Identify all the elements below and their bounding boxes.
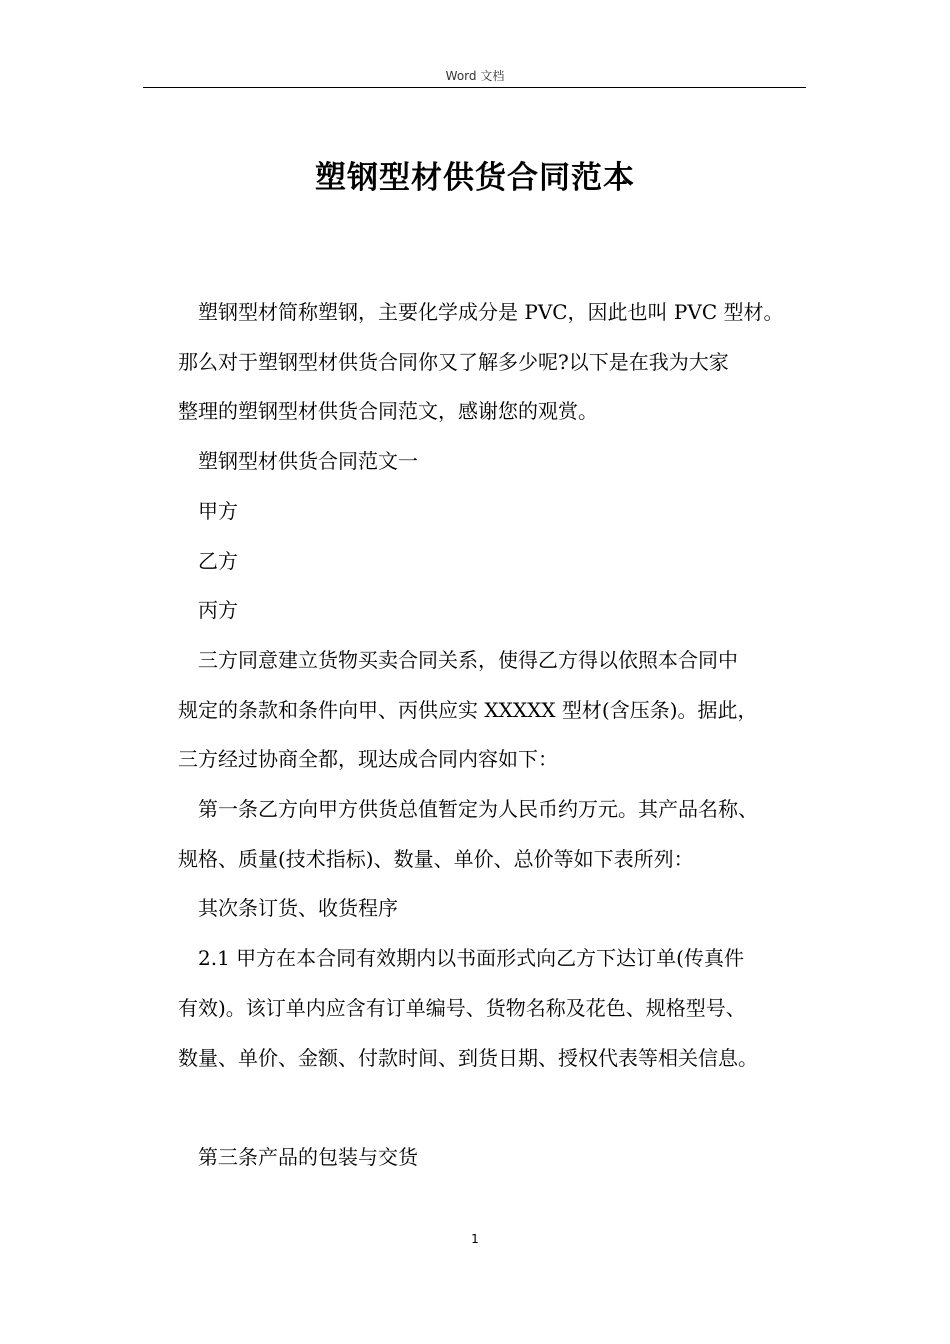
paragraph-article-1: 第一条乙方向甲方供货总值暂定为人民币约万元。其产品名称、 规格、质量(技术指标)、数量、单价、总价等如下表所列： bbox=[178, 797, 758, 871]
paragraph-article-2-1: 2.1 甲方在本合同有效期内以书面形式向乙方下达订单(传真件 有效)。该订单内应含有订单编号、货物名称及花色、规格型号、 数量、单价、金额、付款时间、到货日期、授权代表等相关信息。 bbox=[178, 946, 758, 1070]
paragraph-party-b: 乙方 bbox=[198, 548, 238, 573]
document-title: 塑钢型材供货合同范本 bbox=[315, 160, 635, 196]
header-divider bbox=[143, 87, 806, 88]
paragraph-party-c: 丙方 bbox=[198, 598, 238, 623]
paragraph-article-2-heading: 其次条订货、收货程序 bbox=[198, 896, 398, 921]
paragraph-intro: 塑钢型材简称塑钢，主要化学成分是 PVC，因此也叫 PVC 型材。 那么对于塑钢型材供货合同你又了解多少呢?以下是在我为大家 整理的塑钢型材供货合同范文，感谢您的观赏。 bbox=[178, 300, 784, 424]
page-header: Word 文档 bbox=[445, 69, 505, 83]
document-body bbox=[178, 288, 818, 1183]
paragraph-article-3-heading: 第三条产品的包装与交货 bbox=[198, 1144, 418, 1169]
paragraph-party-a: 甲方 bbox=[198, 498, 238, 523]
page-number: 1 bbox=[471, 1232, 479, 1246]
paragraph-subtitle: 塑钢型材供货合同范文一 bbox=[198, 449, 418, 474]
paragraph-agreement: 三方同意建立货物买卖合同关系，使得乙方得以依照本合同中 规定的条款和条件向甲、丙供应实 XXXXX 型材(含压条)。据此， 三方经过协商全都，现达成合同内容如下： bbox=[178, 647, 758, 772]
